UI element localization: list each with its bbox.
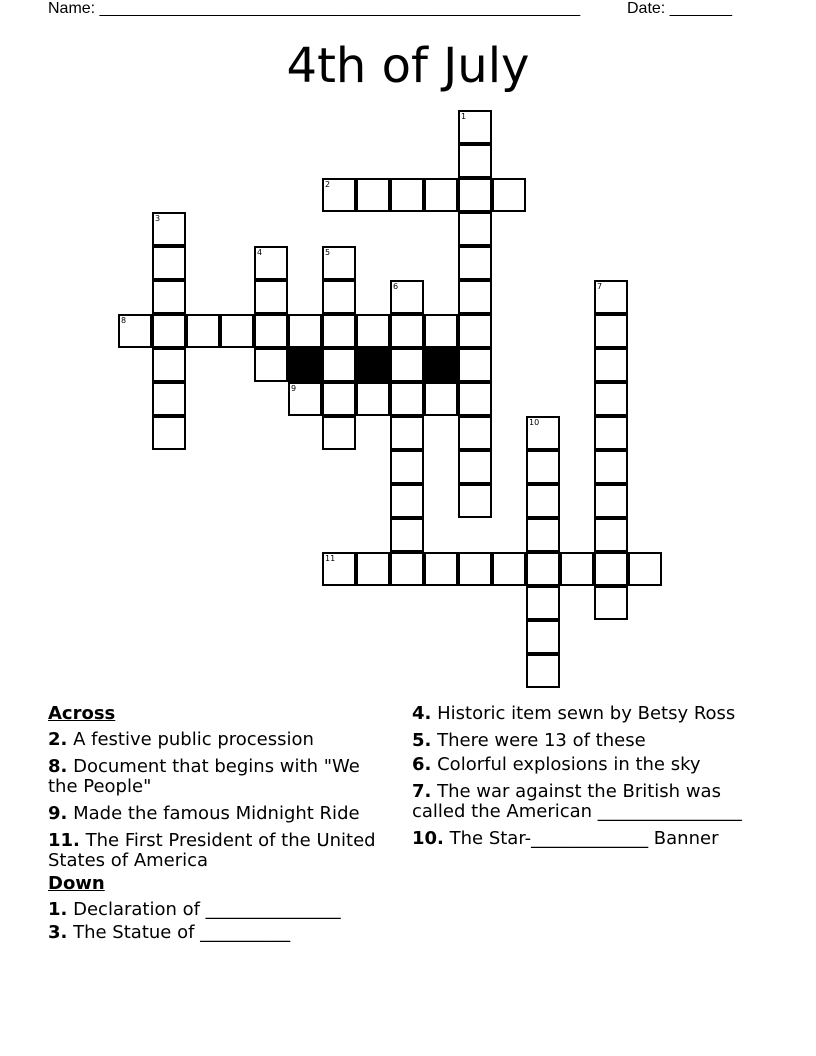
grid-cell[interactable] [526, 416, 560, 450]
grid-cell[interactable] [254, 348, 288, 382]
grid-cell[interactable] [152, 382, 186, 416]
grid-cell[interactable] [288, 314, 322, 348]
grid-cell[interactable] [560, 552, 594, 586]
name-line[interactable]: Name: ______________________________________________________ [48, 0, 581, 17]
grid-cell[interactable] [152, 348, 186, 382]
grid-cell[interactable] [594, 586, 628, 620]
grid-cell[interactable] [458, 144, 492, 178]
grid-cell[interactable] [628, 552, 662, 586]
clues-left-column [48, 704, 393, 950]
grid-cell[interactable] [152, 212, 186, 246]
grid-cell[interactable] [458, 212, 492, 246]
grid-cell[interactable] [526, 654, 560, 688]
grid-cell[interactable] [356, 178, 390, 212]
grid-cell[interactable] [526, 518, 560, 552]
grid-cell[interactable] [424, 178, 458, 212]
grid-cell[interactable] [288, 382, 322, 416]
grid-cell[interactable] [594, 416, 628, 450]
grid-cell[interactable] [458, 178, 492, 212]
grid-cell[interactable] [458, 450, 492, 484]
grid-cell[interactable] [492, 178, 526, 212]
clue-across-8: 8. Document that begins with "We the People" [48, 756, 360, 797]
grid-cell[interactable] [322, 178, 356, 212]
clue-down-1: 1. Declaration of _______________ [48, 899, 341, 920]
grid-cell[interactable] [526, 620, 560, 654]
grid-cell[interactable] [322, 416, 356, 450]
grid-cell[interactable] [594, 314, 628, 348]
clue-number: 11 [325, 554, 336, 563]
clue-number: 2 [325, 180, 331, 189]
grid-cell[interactable] [458, 280, 492, 314]
grid-cell[interactable] [322, 552, 356, 586]
grid-cell[interactable] [594, 450, 628, 484]
page-title: 4th of July [286, 38, 530, 94]
grid-cell[interactable] [322, 246, 356, 280]
grid-cell[interactable] [322, 382, 356, 416]
grid-cell[interactable] [594, 484, 628, 518]
clue-number: 6 [393, 282, 399, 291]
grid-cell[interactable] [390, 348, 424, 382]
grid-cell[interactable] [254, 280, 288, 314]
clue-number: 9 [291, 384, 297, 393]
grid-cell[interactable] [492, 552, 526, 586]
grid-cell[interactable] [594, 552, 628, 586]
clue-number: 10 [529, 418, 540, 427]
clue-number: 5 [325, 248, 331, 257]
grid-cell[interactable] [390, 552, 424, 586]
grid-cell[interactable] [322, 348, 356, 382]
grid-cell[interactable] [458, 110, 492, 144]
clues-right-column [412, 704, 762, 856]
grid-cell[interactable] [390, 382, 424, 416]
grid-cell[interactable] [390, 450, 424, 484]
grid-cell[interactable] [390, 484, 424, 518]
clue-number: 4 [257, 248, 263, 257]
clue-number: 7 [597, 282, 603, 291]
grid-cell[interactable] [594, 348, 628, 382]
clue-down-10: 10. The Star-_____________ Banner [412, 828, 719, 849]
grid-cell[interactable] [594, 280, 628, 314]
grid-cell[interactable] [390, 178, 424, 212]
grid-cell[interactable] [390, 518, 424, 552]
grid-cell[interactable] [356, 314, 390, 348]
grid-cell[interactable] [458, 416, 492, 450]
clue-down-6: 6. Colorful explosions in the sky [412, 754, 701, 775]
grid-cell[interactable] [526, 586, 560, 620]
grid-cell[interactable] [118, 314, 152, 348]
clue-across-9: 9. Made the famous Midnight Ride [48, 803, 360, 824]
clue-across-11: 11. The First President of the United States of America [48, 830, 376, 871]
grid-cell[interactable] [526, 552, 560, 586]
grid-cell[interactable] [594, 382, 628, 416]
grid-cell[interactable] [356, 552, 390, 586]
black-square [356, 348, 390, 382]
grid-cell[interactable] [458, 348, 492, 382]
clue-down-5: 5. There were 13 of these [412, 730, 646, 751]
grid-cell[interactable] [254, 314, 288, 348]
clue-number: 8 [121, 316, 127, 325]
grid-cell[interactable] [458, 382, 492, 416]
clue-number: 1 [461, 112, 467, 121]
across-heading: Across [48, 703, 116, 724]
grid-cell[interactable] [152, 314, 186, 348]
clue-down-3: 3. The Statue of __________ [48, 922, 291, 943]
grid-cell[interactable] [424, 552, 458, 586]
grid-cell[interactable] [152, 246, 186, 280]
black-square [424, 348, 458, 382]
grid-cell[interactable] [152, 416, 186, 450]
clue-across-2: 2. A festive public procession [48, 729, 314, 750]
grid-cell[interactable] [390, 280, 424, 314]
clue-number: 3 [155, 214, 161, 223]
grid-cell[interactable] [424, 382, 458, 416]
grid-cell[interactable] [356, 382, 390, 416]
black-square [288, 348, 322, 382]
clue-down-7: 7. The war against the British was called the American ________________ [412, 781, 742, 822]
down-heading: Down [48, 873, 105, 894]
grid-cell[interactable] [152, 280, 186, 314]
grid-cell[interactable] [390, 416, 424, 450]
grid-cell[interactable] [254, 246, 288, 280]
grid-cell[interactable] [322, 280, 356, 314]
grid-cell[interactable] [458, 552, 492, 586]
date-line[interactable]: Date: _______ [627, 0, 732, 17]
grid-cell[interactable] [186, 314, 220, 348]
grid-cell[interactable] [424, 314, 458, 348]
grid-cell[interactable] [458, 484, 492, 518]
grid-cell[interactable] [594, 518, 628, 552]
clue-down-4: 4. Historic item sewn by Betsy Ross [412, 703, 736, 724]
grid-cell[interactable] [526, 484, 560, 518]
grid-cell[interactable] [526, 450, 560, 484]
grid-cell[interactable] [390, 314, 424, 348]
grid-cell[interactable] [322, 314, 356, 348]
grid-cell[interactable] [458, 314, 492, 348]
grid-cell[interactable] [220, 314, 254, 348]
grid-cell[interactable] [458, 246, 492, 280]
